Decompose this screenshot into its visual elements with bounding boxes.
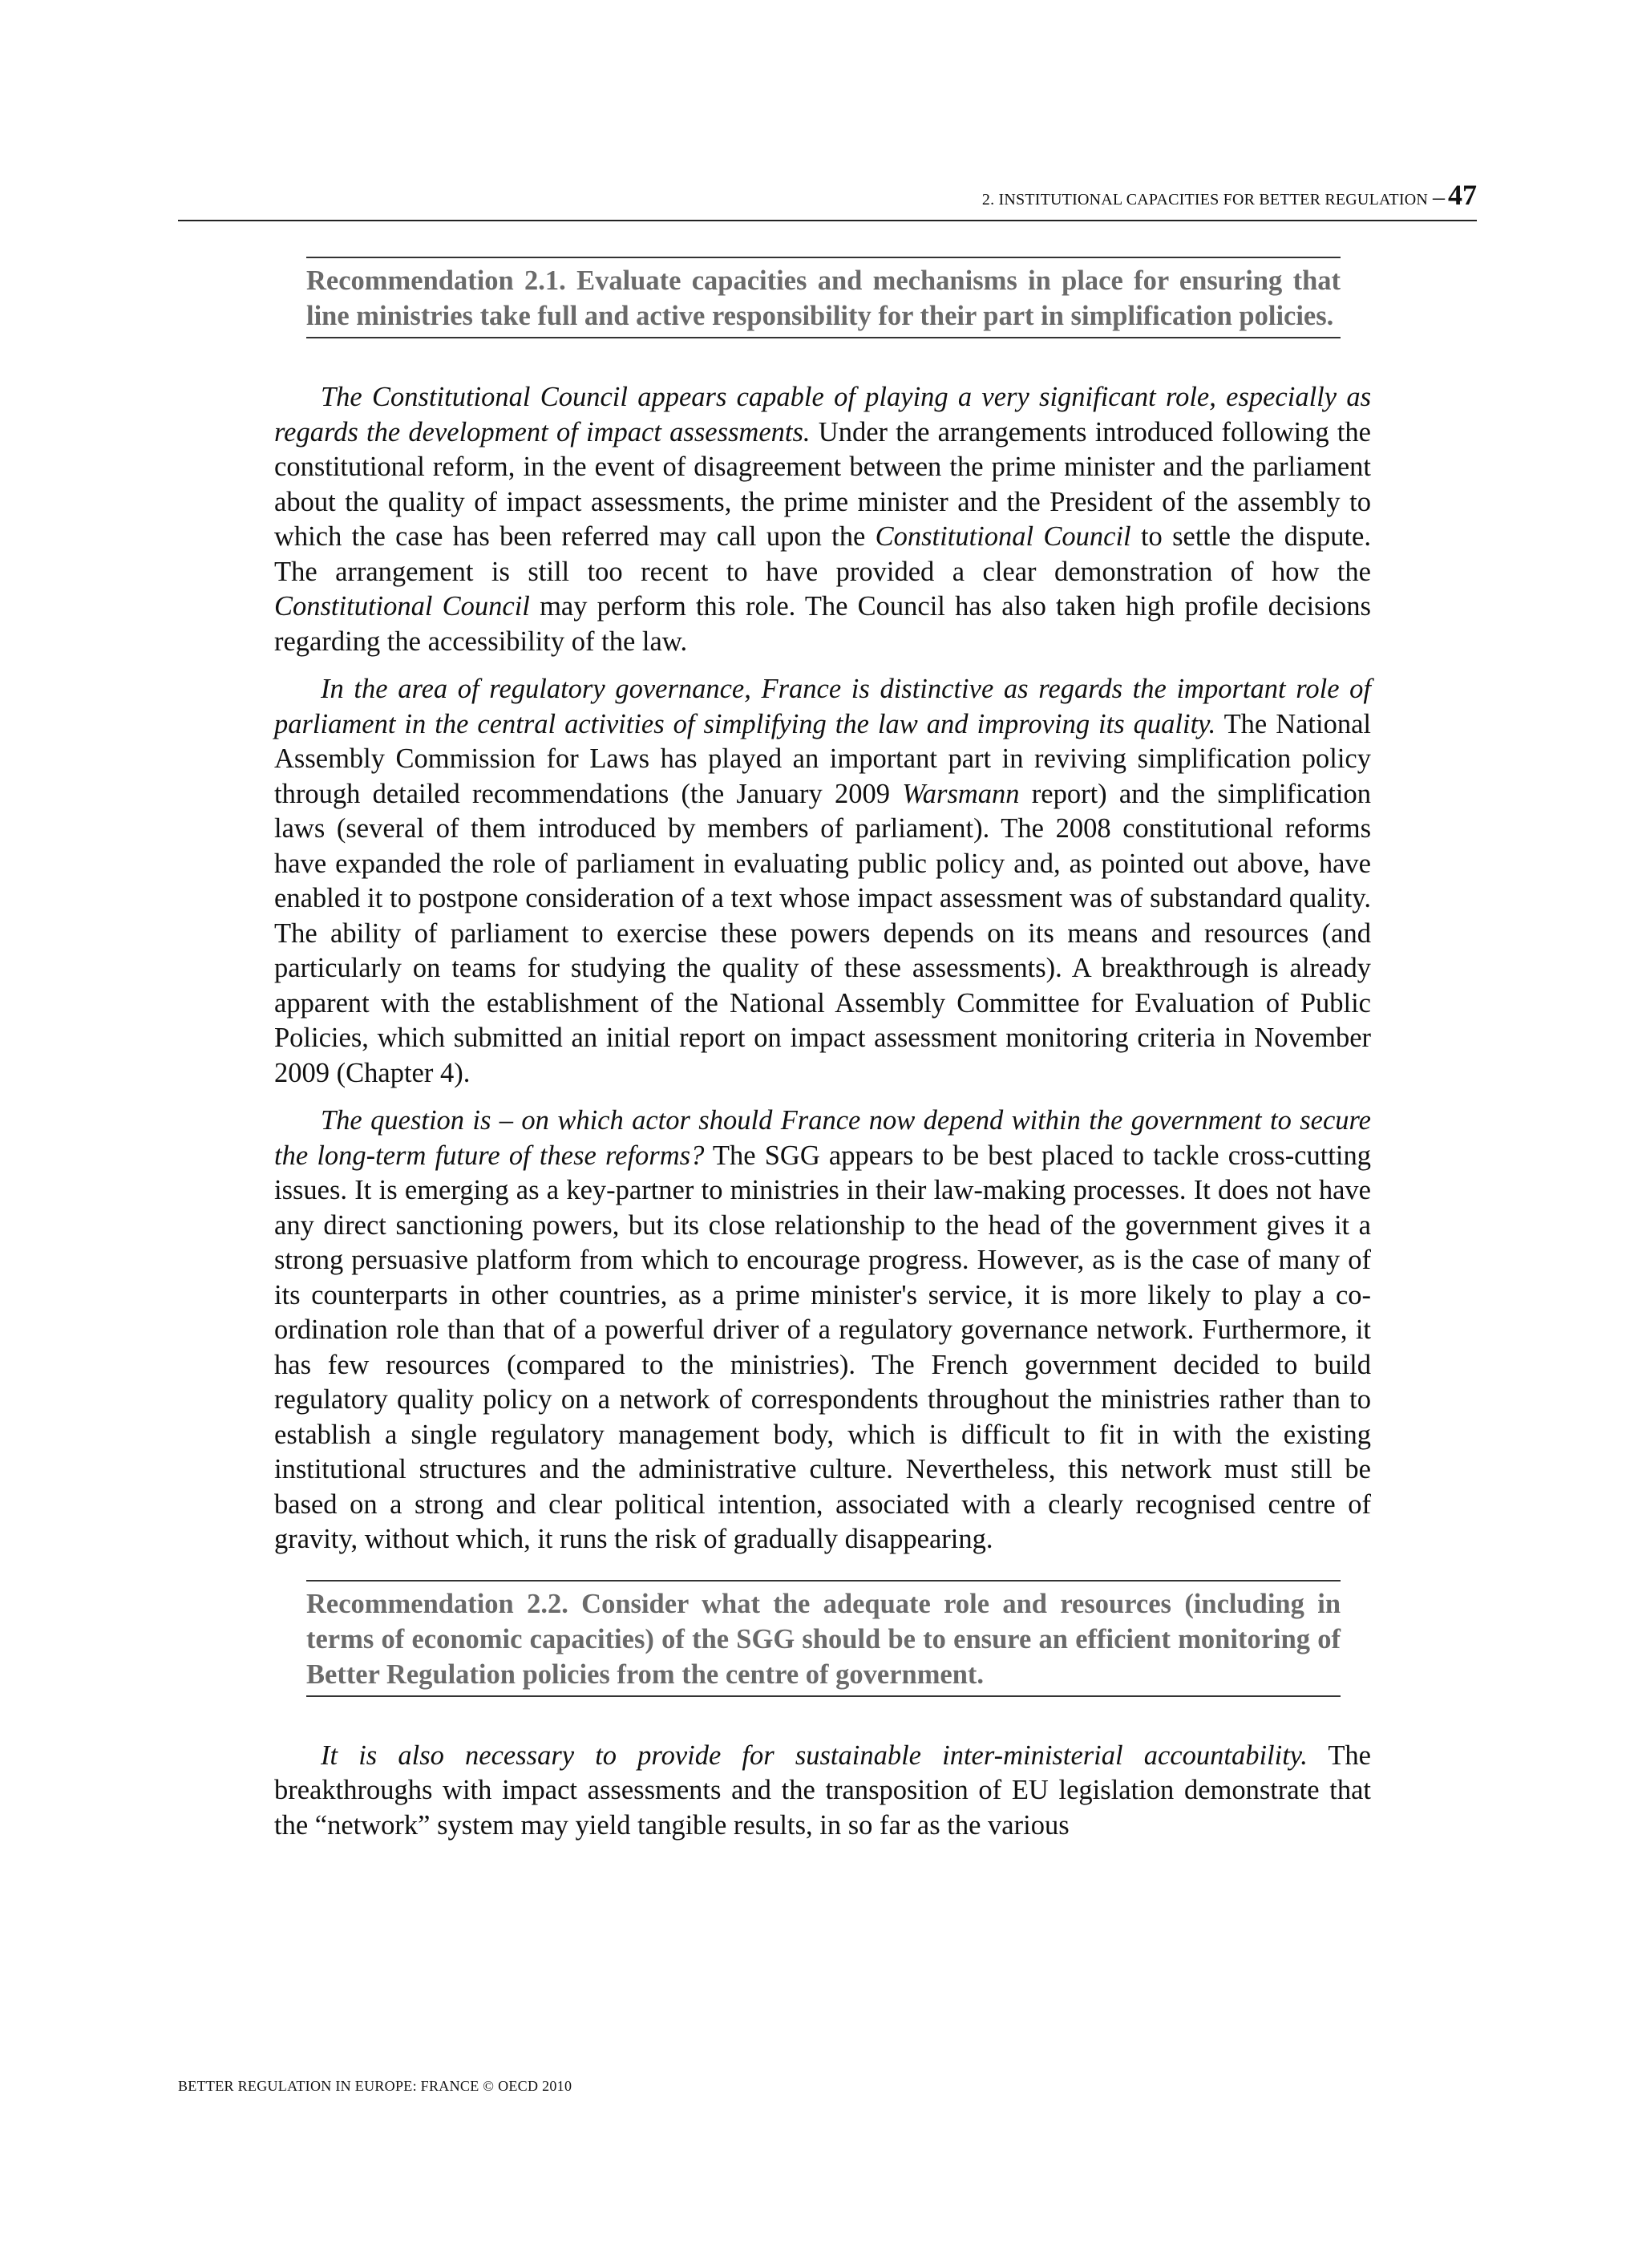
italic-lead: In the area of regulatory governance, France is distinctive as regards the important role of parliament in the central activities of simplifying the law and improving its quality. (274, 674, 1371, 739)
section-title: 2. INSTITUTIONAL CAPACITIES FOR BETTER REGULATION (981, 191, 1428, 209)
paragraph-parliament-role: In the area of regulatory governance, France is distinctive as regards the important role of parliament in the central activities of simplifying the law and improving its quality. The National Assembly Commission for Laws has played an important part in reviving simplification policy through detailed recommendations (the January 2009 Warsmann report) and the simplification laws (several of them introduced by members of parliament). The 2008 constitutional reforms have expanded the role of parliament in evaluating public policy and, as pointed out above, have enabled it to postpone consideration of a text whose impact assessment was of substandard quality. The ability of parliament to exercise these powers depends on its means and resources (and particularly on teams for studying the quality of these assessments). A breakthrough is already apparent with the establishment of the National Assembly Committee for Evaluation of Public Policies, which submitted an initial report on impact assessment monitoring criteria in November 2009 (Chapter 4). (274, 674, 1372, 1088)
page-body (274, 257, 1371, 1843)
recommendation-2-2: Recommendation 2.2. Consider what the adequate role and resources (including in terms of economic capacities) of the SGG should be to ensure an efficient monitoring of Better Regulation policies from the centre of government. (306, 1580, 1341, 1697)
paragraph-constitutional-council: The Constitutional Council appears capable of playing a very significant role, especially as regards the development of impact assessments. Under the arrangements introduced following the constitutional reform, in the event of disagreement between the prime minister and the parliament about the quality of impact assessments, the prime minister and the President of the assembly to which the case has been referred may call upon the Constitutional Council to settle the dispute. The arrangement is still too recent to have provided a clear demonstration of how the Constitutional Council may perform this role. The Council has also taken high profile decisions regarding the accessibility of the law. (274, 382, 1371, 657)
page-number: 47 (1448, 179, 1477, 211)
recommendation-2-1: Recommendation 2.1. Evaluate capacities and mechanisms in place for ensuring that line ministries take full and active responsibility for their part in simplification policies. (306, 257, 1341, 338)
italic-lead: It is also necessary to provide for sustainable inter-ministerial accountability. (321, 1739, 1308, 1771)
paragraph-sgg-question: The question is – on which actor should France now depend within the government to secure the long-term future of these reforms? The SGG appears to be best placed to tackle cross-cutting issues. It is emerging as a key-partner to ministries in their law-making processes. It does not have any direct sanctioning powers, but its close relationship to the head of the government gives it a strong persuasive platform from which to encourage progress. However, as is the case of many of its counterparts in other countries, as a prime minister's service, it is more likely to play a co-ordination role than that of a powerful driver of a regulatory governance network. Furthermore, it has few resources (compared to the ministries). The French government decided to build regulatory quality policy on a network of correspondents throughout the ministries rather than to establish a single regulatory management body, which is difficult to fit in with the existing institutional structures and the administrative culture. Nevertheless, this network must still be based on a strong and clear political intention, associated with a clearly recognised centre of gravity, without which, it runs the risk of gradually disappearing. (274, 1105, 1371, 1554)
italic-lead: The question is – on which actor should France now depend within the government to secure the long-term future of these reforms? (274, 1105, 1371, 1171)
paragraph-inter-ministerial-accountability: It is also necessary to provide for sustainable inter-ministerial accountability. The breakthroughs with impact assessments and the transposition of EU legislation demonstrate that the “network” system may yield tangible results, in so far as the various (274, 1739, 1371, 1841)
running-header (178, 178, 1477, 221)
italic-lead: The Constitutional Council appears capable of playing a very significant role, especially as regards the development of impact assessments. (274, 382, 1371, 448)
header-dash: – (1433, 184, 1445, 210)
running-footer: BETTER REGULATION IN EUROPE: FRANCE © OECD 2010 (178, 2078, 572, 2094)
